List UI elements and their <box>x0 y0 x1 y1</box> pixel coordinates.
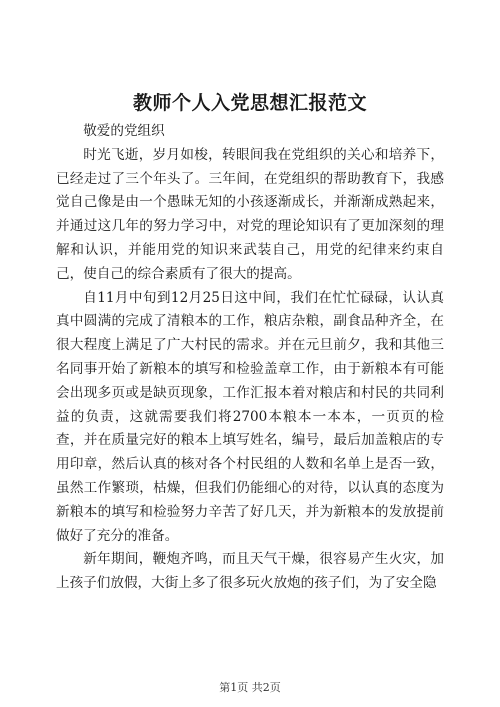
document-body <box>56 120 444 596</box>
paragraph-1: 时光飞逝，岁月如梭，转眼间我在党组织的关心和培养下，已经走过了三个年头了。三年间，在党组织的帮助教育下，我感觉自己像是由一个愚昧无知的小孩逐渐成长，并渐渐成熟起来，并通过这几年的努力学习中，对党的理论知识有了更加深刻的理解和认识，并能用党的知识来武装自己，用党的纪律来约束自己，使自己的综合素质有了很大的提高。 <box>56 146 444 282</box>
page-footer: 第1页 共2页 <box>219 681 281 694</box>
paragraph-3: 新年期间，鞭炮齐鸣，而且天气干燥，很容易产生火灾，加上孩子们放假，大街上多了很多玩火放炮的孩子们，为了安全隐 <box>56 551 444 592</box>
document-title: 教师个人入党思想汇报范文 <box>132 92 367 114</box>
salutation: 敬爱的党组织 <box>83 123 165 139</box>
paragraph-2: 自11月中旬到12月25日这中间，我们在忙忙碌碌，认认真真中圆满的完成了清粮本的工作，粮店杂粮，副食品种齐全，在很大程度上满足了广大村民的需求。并在元旦前夕，我和其他三名同事开始了新粮本的填写和检验盖章工作，由于新粮本有可能会出现多页或是缺页现象，工作汇报本着对粮店和村民的共同利益的负责，这就需要我们将2700本粮本一本本，一页页的检查，并在质量完好的粮本上填写姓名，编号，最后加盖粮店的专用印章，然后认真的核对各个村民组的人数和名单上是否一致，虽然工作繁琐，枯燥，但我们仍能细心的对待，以认真的态度为新粮本的填写和检验努力辛苦了好几天，并为新粮本的发放提前做好了充分的准备。 <box>56 289 444 544</box>
